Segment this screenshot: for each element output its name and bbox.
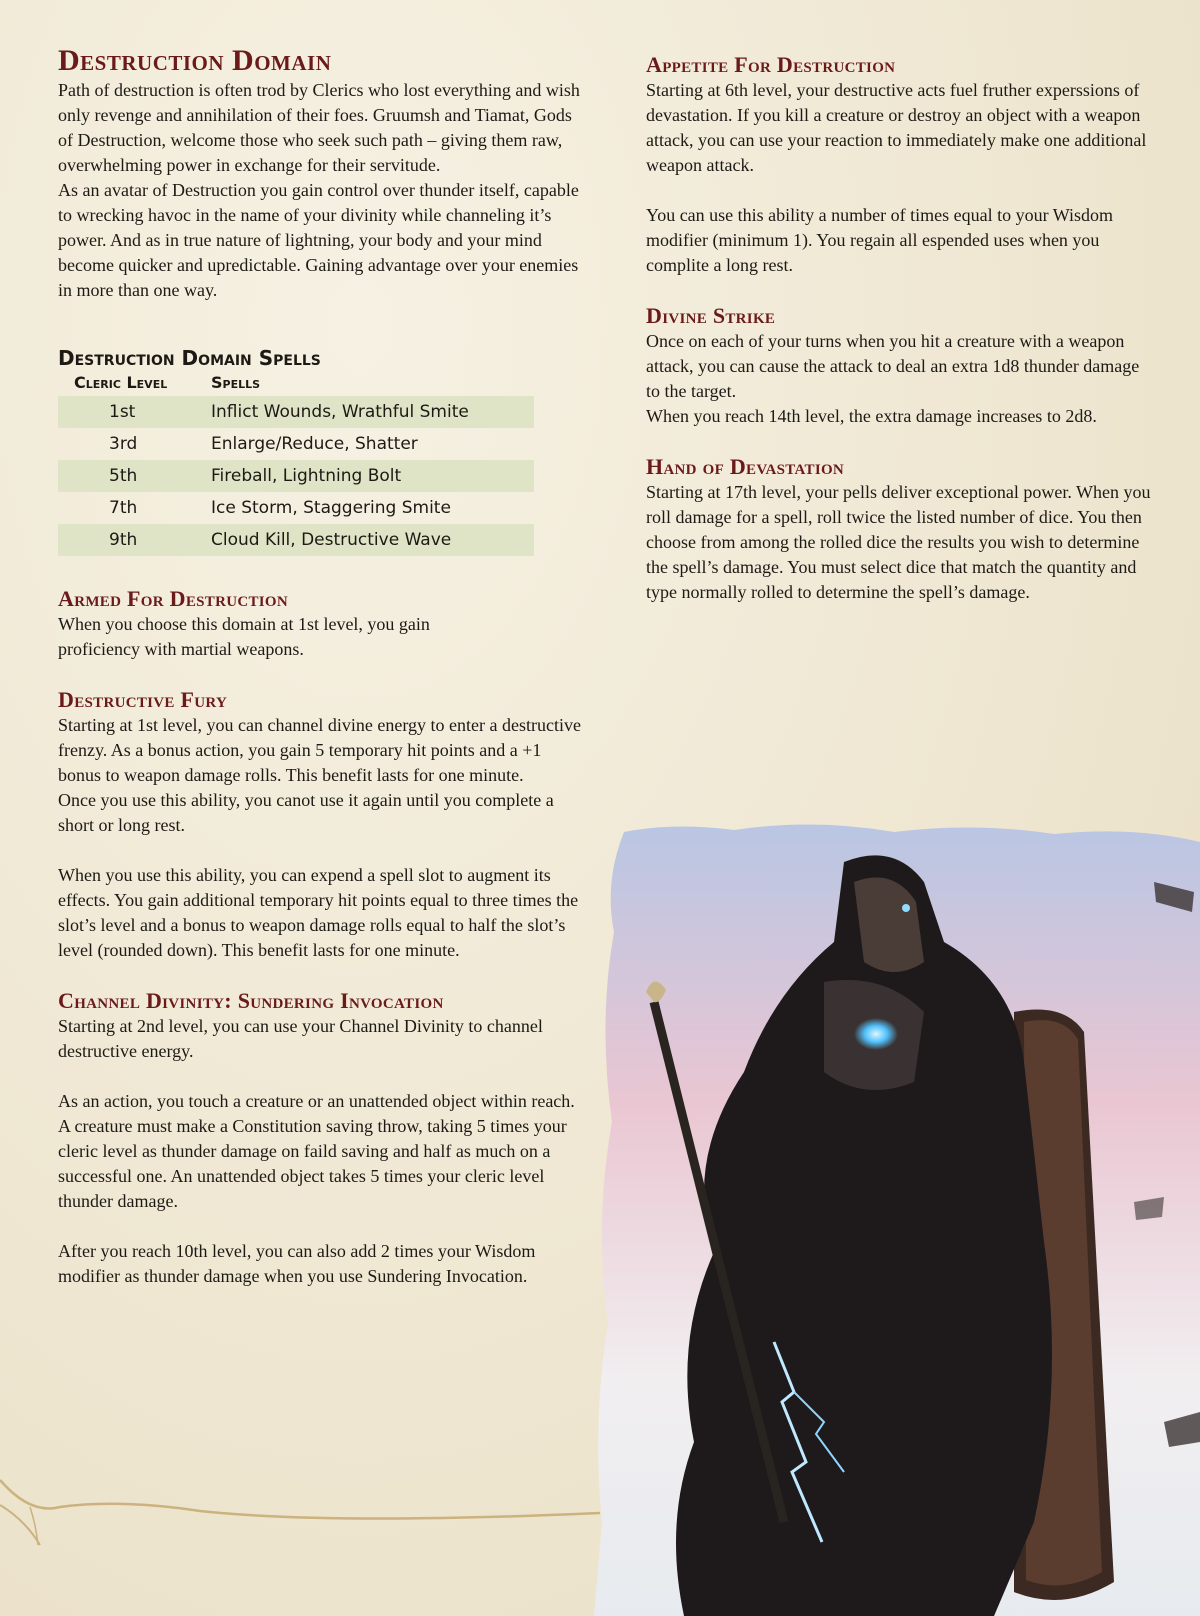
page-title: Destruction Domain	[58, 44, 332, 77]
section-heading-appetite: Appetite For Destruction	[646, 52, 896, 77]
table-row	[58, 460, 534, 492]
row-spells: Enlarge/Reduce, Shatter	[211, 434, 418, 454]
section-heading-armed: Armed For Destruction	[58, 586, 289, 611]
appetite-paragraph-1: Starting at 6th level, your destructive acts fuel fruther experssions of devastation. If you kill a creature or destroy an object with a weapon attack, you can use your reaction to immediately make one additional weapon attack.	[646, 80, 1147, 175]
row-level: 1st	[58, 396, 211, 428]
left-column	[58, 44, 588, 1289]
intro-paragraph-1: Path of destruction is often trod by Clerics who lost everything and wish only revenge and annihilation of their foes. Gruumsh and Tiamat, Gods of Destruction, welcome those who seek such path – giving them raw, overwhelming power in exchange for their servitude.	[58, 80, 580, 175]
strike-paragraph-2: When you reach 14th level, the extra damage increases to 2d8.	[646, 406, 1097, 426]
row-level: 3rd	[109, 434, 138, 454]
column-header-spells: Spells	[211, 373, 261, 392]
fury-paragraph-3: When you use this ability, you can expend a spell slot to augment its effects. You gain additional temporary hit points equal to three times the slot’s level and a bonus to weapon damage rolls equal to half the slot’s level (rounded down). This benefit lasts for one minute.	[58, 865, 579, 960]
intro-paragraph-2: As an avatar of Destruction you gain control over thunder itself, capable to wrecking havoc in the name of your divinity while channeling it’s power. And as in true nature of lightning, your body and your mind become quicker and upredictable. Gaining advantage over your enemies in more than one way.	[58, 180, 579, 300]
armed-paragraph-1: When you choose this domain at 1st level, you gain proficiency with martial weapons.	[58, 614, 430, 659]
column-header-level: Cleric Level	[74, 373, 168, 392]
row-level: 5th	[58, 460, 211, 492]
spells-table	[58, 371, 534, 556]
row-spells: Ice Storm, Staggering Smite	[211, 498, 451, 518]
section-heading-fury: Destructive Fury	[58, 687, 228, 712]
table-row	[58, 524, 534, 556]
section-heading-channel: Channel Divinity: Sundering Invocation	[58, 988, 444, 1013]
spells-table-title: Destruction Domain Spells	[58, 346, 321, 370]
channel-paragraph-2: As an action, you touch a creature or an unattended object within reach. A creature must make a Constitution saving throw, taking 5 times your cleric level as thunder damage on faild saving and half as much on a successful one. An unattended object takes 5 times your cleric level thunder damage.	[58, 1091, 575, 1211]
table-row	[58, 492, 534, 524]
table-row	[58, 396, 534, 428]
spells-table-header	[58, 371, 534, 396]
row-spells: Inflict Wounds, Wrathful Smite	[211, 396, 534, 428]
right-column	[646, 52, 1151, 605]
section-heading-hand: Hand of Devastation	[646, 454, 845, 479]
channel-paragraph-3: After you reach 10th level, you can also add 2 times your Wisdom modifier as thunder damage when you use Sundering Invocation.	[58, 1241, 536, 1286]
hand-paragraph-1: Starting at 17th level, your pells deliver exceptional power. When you roll damage for a spell, roll twice the listed number of dice. You then choose from among the rolled dice the results you wish to determine the spell’s damage. You must select dice that match the quantity and type normally rolled to determine the spell’s damage.	[646, 482, 1151, 602]
strike-paragraph-1: Once on each of your turns when you hit a creature with a weapon attack, you can cause the attack to deal an extra 1d8 thunder damage to the target.	[646, 331, 1140, 401]
fury-paragraph-2: Once you use this ability, you canot use it again until you complete a short or long rest.	[58, 790, 554, 835]
table-row	[58, 428, 534, 460]
channel-paragraph-1: Starting at 2nd level, you can use your Channel Divinity to channel destructive energy.	[58, 1016, 543, 1061]
section-heading-strike: Divine Strike	[646, 303, 776, 328]
row-spells: Cloud Kill, Destructive Wave	[211, 524, 534, 556]
appetite-paragraph-2: You can use this ability a number of times equal to your Wisdom modifier (minimum 1). You regain all espended uses when you complite a long rest.	[646, 205, 1114, 275]
page-corner-flourish	[0, 1475, 600, 1575]
row-level: 9th	[58, 524, 211, 556]
hooded-cleric-illustration	[594, 822, 1200, 1616]
row-spells: Fireball, Lightning Bolt	[211, 460, 534, 492]
fury-paragraph-1: Starting at 1st level, you can channel divine energy to enter a destructive frenzy. As a bonus action, you gain 5 temporary hit points and a +1 bonus to weapon damage rolls. This benefit lasts for one minute.	[58, 715, 581, 785]
row-level: 7th	[109, 498, 138, 518]
